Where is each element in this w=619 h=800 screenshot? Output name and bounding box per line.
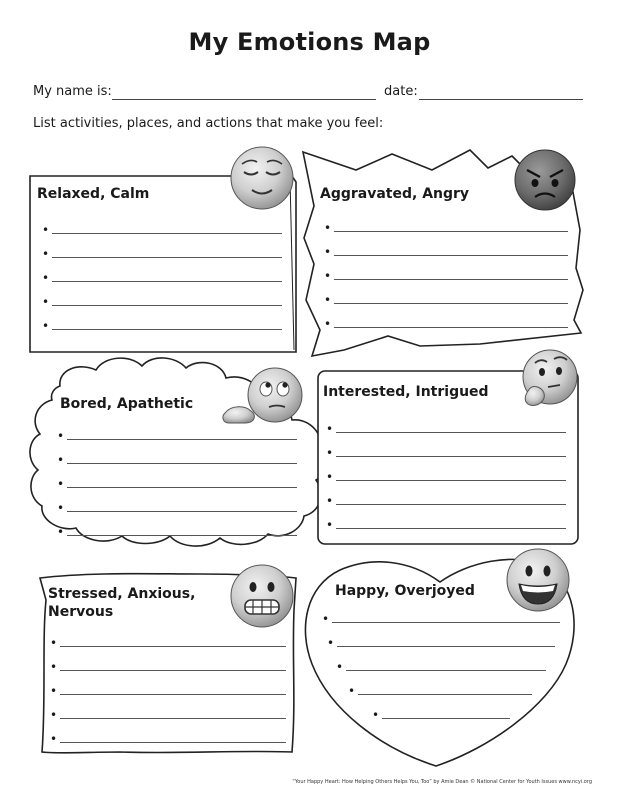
- instructions-text: List activities, places, and actions that make you feel:: [33, 116, 384, 131]
- interested-box-title: Interested, Intrigued: [323, 384, 489, 400]
- list-item[interactable]: •: [42, 219, 282, 243]
- list-item[interactable]: •: [326, 418, 566, 442]
- list-item[interactable]: •: [348, 680, 532, 704]
- stressed-title-line-1: Stressed, Anxious,: [48, 586, 196, 602]
- list-item[interactable]: •: [324, 313, 568, 337]
- grimacing-face-icon: [231, 565, 293, 627]
- happy-list: [322, 608, 560, 728]
- bored-box-title: Bored, Apathetic: [60, 396, 194, 412]
- list-item[interactable]: •: [326, 442, 566, 466]
- list-item[interactable]: •: [372, 704, 510, 728]
- list-item[interactable]: •: [326, 466, 566, 490]
- angry-face-icon: [515, 150, 575, 210]
- list-item[interactable]: •: [324, 289, 568, 313]
- list-item[interactable]: •: [57, 521, 297, 545]
- list-item[interactable]: •: [57, 497, 297, 521]
- list-item[interactable]: •: [42, 315, 282, 339]
- list-item[interactable]: •: [327, 632, 555, 656]
- list-item[interactable]: •: [42, 267, 282, 291]
- list-item[interactable]: •: [50, 632, 286, 656]
- list-item[interactable]: •: [324, 241, 568, 265]
- list-item[interactable]: •: [50, 704, 286, 728]
- name-label: My name is:: [33, 84, 112, 99]
- angry-box-title: Aggravated, Angry: [320, 186, 470, 202]
- stressed-list: [50, 632, 286, 752]
- list-item[interactable]: •: [322, 608, 560, 632]
- list-item[interactable]: •: [326, 514, 566, 538]
- footer-credit: “Your Happy Heart: How Helping Others Helps You, Too” by Amie Dean © National Center for Youth Issues www.ncyi.org: [292, 779, 592, 785]
- list-item[interactable]: •: [336, 656, 546, 680]
- relieved-face-icon: [231, 147, 293, 209]
- list-item[interactable]: •: [326, 490, 566, 514]
- list-item[interactable]: •: [50, 656, 286, 680]
- angry-list: [324, 217, 568, 337]
- stressed-box-title: [48, 585, 195, 621]
- list-item[interactable]: •: [50, 680, 286, 704]
- list-item[interactable]: •: [42, 291, 282, 315]
- list-item[interactable]: •: [50, 728, 286, 752]
- stressed-title-line-2: Nervous: [48, 604, 114, 620]
- relaxed-box-title: Relaxed, Calm: [37, 186, 150, 202]
- interested-list: [326, 418, 566, 538]
- list-item[interactable]: •: [57, 425, 297, 449]
- happy-box-title: Happy, Overjoyed: [335, 583, 475, 599]
- bored-list: [57, 425, 297, 545]
- date-label: date:: [384, 84, 418, 99]
- list-item[interactable]: •: [42, 243, 282, 267]
- page-title: My Emotions Map: [188, 28, 431, 56]
- relaxed-list: [42, 219, 282, 339]
- grinning-face-icon: [507, 549, 569, 611]
- list-item[interactable]: •: [324, 265, 568, 289]
- list-item[interactable]: •: [324, 217, 568, 241]
- list-item[interactable]: •: [57, 449, 297, 473]
- list-item[interactable]: •: [57, 473, 297, 497]
